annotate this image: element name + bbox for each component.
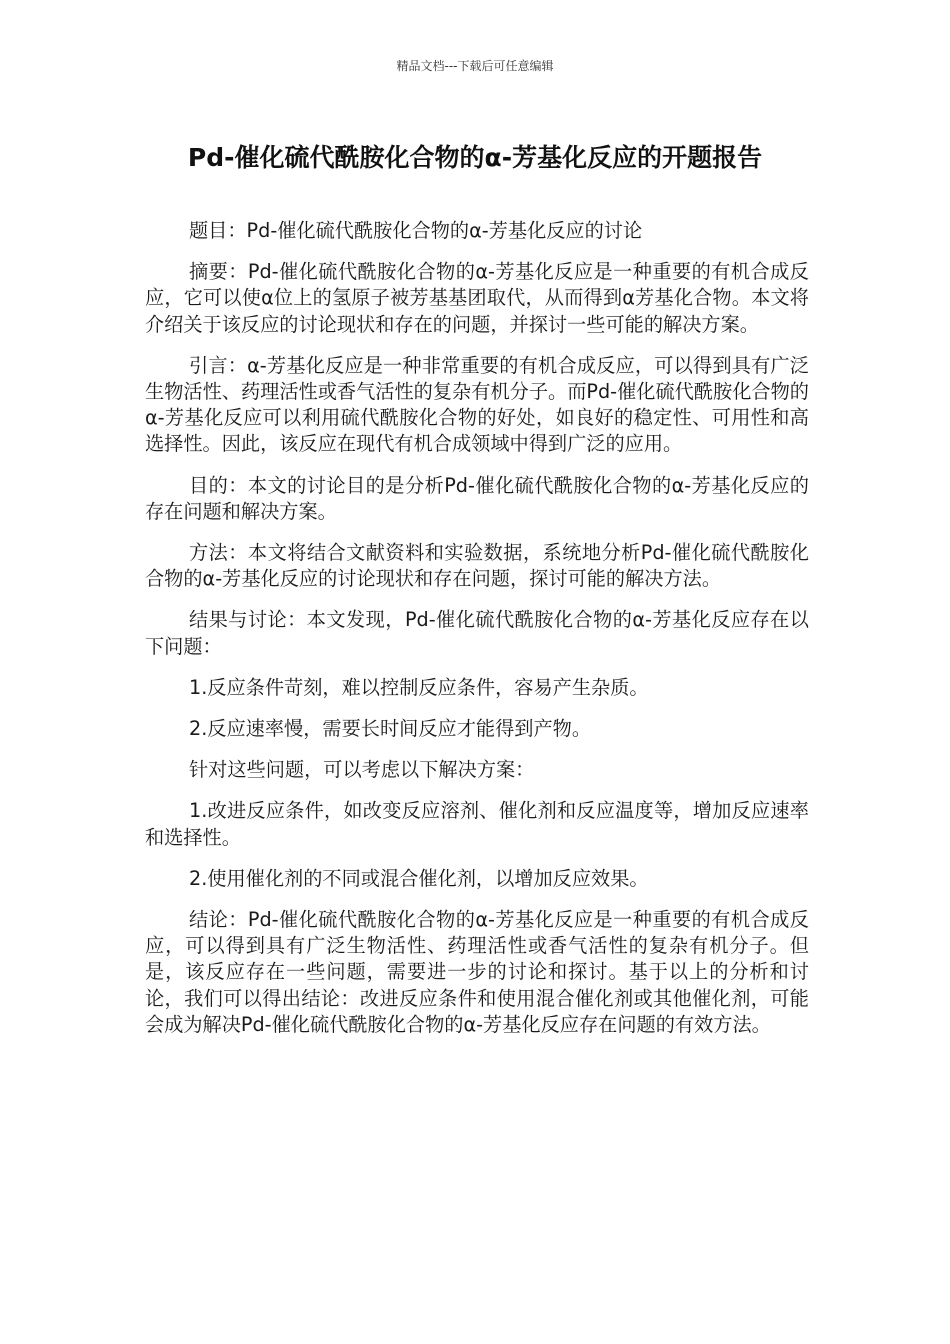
paragraph-solutions-intro: 针对这些问题，可以考虑以下解决方案：: [189, 758, 535, 782]
paragraph-topic: 题目：Pd-催化硫代酰胺化合物的α-芳基化反应的讨论: [189, 219, 643, 242]
list-item-solution-1: 1.改进反应条件，如改变反应溶剂、催化剂和反应温度等，增加反应速率和选择性。: [145, 799, 809, 849]
document-title: Pd-催化硫代酰胺化合物的α-芳基化反应的开题报告: [187, 143, 763, 172]
paragraph-results: 结果与讨论：本文发现，Pd-催化硫代酰胺化合物的α-芳基化反应存在以下问题：: [145, 608, 809, 658]
list-item-solution-2: 2.使用催化剂的不同或混合催化剂，以增加反应效果。: [189, 866, 649, 890]
document-body: [145, 218, 809, 1053]
page-header-watermark: 精品文档---下载后可任意编辑: [396, 59, 554, 73]
paragraph-method: 方法：本文将结合文献资料和实验数据，系统地分析Pd-催化硫代酰胺化合物的α-芳基化反应的讨论现状和存在问题，探讨可能的解决方法。: [145, 541, 809, 591]
paragraph-abstract: 摘要：Pd-催化硫代酰胺化合物的α-芳基化反应是一种重要的有机合成反应，它可以使α位上的氢原子被芳基基团取代，从而得到α芳基化合物。本文将介绍关于该反应的讨论现状和存在的问题，并探讨一些可能的解决方案。: [145, 260, 809, 336]
paragraph-introduction: 引言：α-芳基化反应是一种非常重要的有机合成反应，可以得到具有广泛生物活性、药理活性或香气活性的复杂有机分子。而Pd-催化硫代酰胺化合物的α-芳基化反应可以利用硫代酰胺化合物的好处，如良好的稳定性、可用性和高选择性。因此，该反应在现代有机合成领域中得到广泛的应用。: [145, 353, 809, 456]
list-item-problem-2: 2.反应速率慢，需要长时间反应才能得到产物。: [189, 717, 592, 741]
paragraph-purpose: 目的：本文的讨论目的是分析Pd-催化硫代酰胺化合物的α-芳基化反应的存在问题和解决方案。: [145, 473, 809, 523]
list-item-problem-1: 1.反应条件苛刻，难以控制反应条件，容易产生杂质。: [189, 675, 649, 699]
paragraph-conclusion: 结论：Pd-催化硫代酰胺化合物的α-芳基化反应是一种重要的有机合成反应，可以得到具有广泛生物活性、药理活性或香气活性的复杂有机分子。但是，该反应存在一些问题，需要进一步的讨论和探讨。基于以上的分析和讨论，我们可以得出结论：改进反应条件和使用混合催化剂或其他催化剂，可能会成为解决Pd-催化硫代酰胺化合物的α-芳基化反应存在问题的有效方法。: [145, 908, 809, 1036]
